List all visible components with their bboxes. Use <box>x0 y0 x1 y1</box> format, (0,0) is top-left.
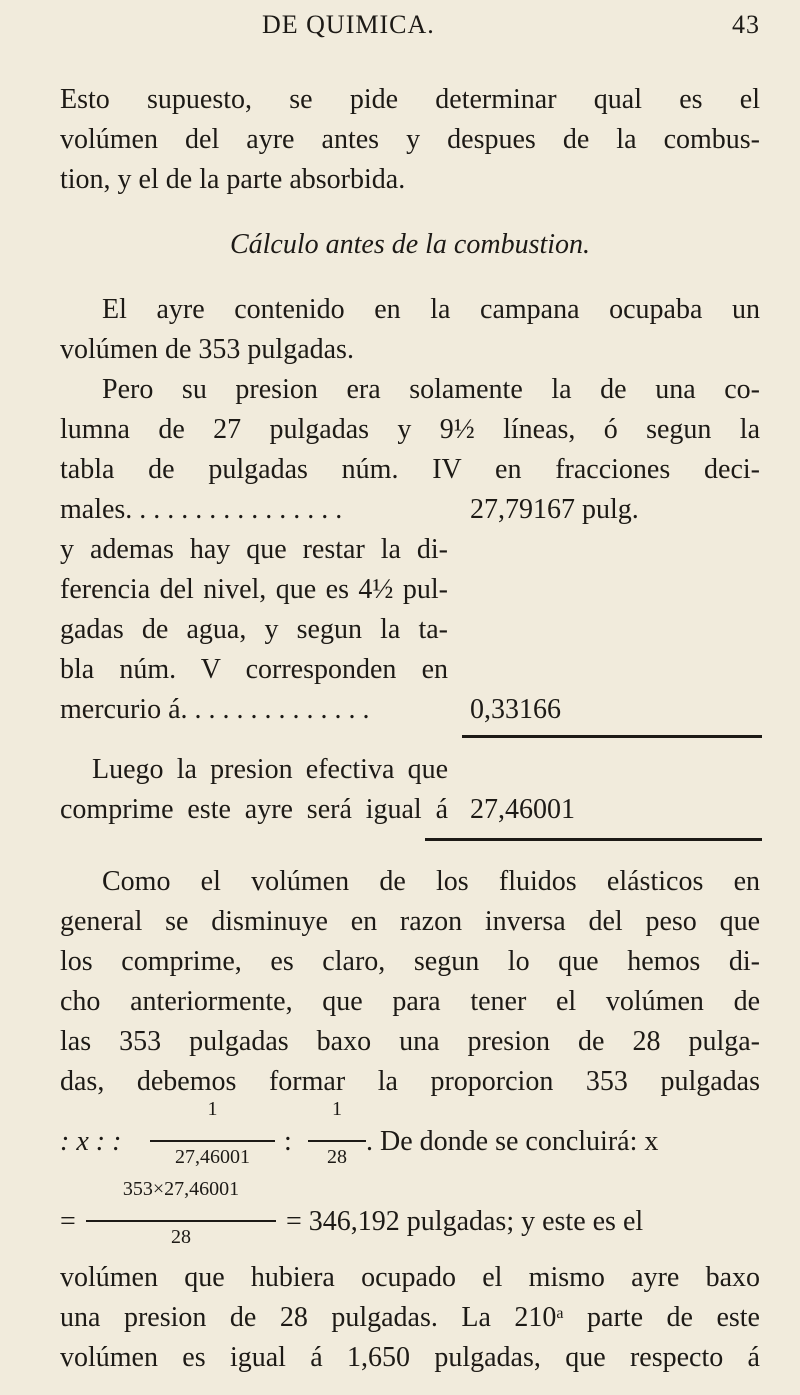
text-line: Pero su presion era solamente la de una co- <box>102 374 760 405</box>
calc-line: ferencia del nivel, que es 4½ pul- <box>60 574 448 605</box>
text-line: tion, y el de la parte absorbida. <box>60 164 406 195</box>
formula-colon: : <box>284 1126 292 1157</box>
text-line: volúmen es igual á 1,650 pulgadas, que respecto á <box>60 1342 760 1373</box>
superscript-a: a <box>556 1305 564 1322</box>
fraction-2-bar <box>308 1140 366 1142</box>
fraction-3-numerator: 353×27,46001 <box>122 1178 240 1200</box>
text-line: las 353 pulgadas baxo una presion de 28 pulga- <box>60 1026 760 1057</box>
page-number: 43 <box>732 10 760 39</box>
text-line: una presion de 28 pulgadas. La 210$^a$ parte de este <box>60 1302 760 1333</box>
text-line: Como el volúmen de los fluidos elásticos en <box>102 866 760 897</box>
fraction-3-denominator: 28 <box>171 1226 191 1248</box>
text-line: volúmen del ayre antes y despues de la combus- <box>60 124 760 155</box>
text-line: das, debemos formar la proporcion 353 pulgadas <box>60 1066 760 1097</box>
text-line: cho anteriormente, que para tener el volúmen de <box>60 986 760 1017</box>
text-line: El ayre contenido en la campana ocupaba un <box>102 294 760 325</box>
fraction-1-numerator: 1 <box>207 1098 218 1120</box>
fraction-2-numerator: 1 <box>332 1098 342 1120</box>
text-line: general se disminuye en razon inversa del peso que <box>60 906 760 937</box>
calc-result-value: 27,46001 <box>470 794 575 825</box>
text-line: lumna de 27 pulgadas y 9½ líneas, ó segun la <box>60 414 760 445</box>
calc-line: gadas de agua, y segun la ta- <box>60 614 448 645</box>
calc-value-2: 0,33166 <box>470 694 561 725</box>
fraction-3-bar <box>86 1220 276 1222</box>
fraction-1-bar <box>150 1140 275 1142</box>
result-rule <box>425 838 762 841</box>
calc-line: Luego la presion efectiva que <box>92 754 448 785</box>
formula-tail-2: = 346,192 pulgadas; y este es el <box>286 1206 644 1237</box>
fraction-2-denominator: 28 <box>327 1146 347 1168</box>
calc-value-1: 27,79167 pulg. <box>470 494 639 525</box>
header-title: DE QUIMICA. <box>262 10 435 39</box>
calc-label-males: males. . . . . . . . . . . . . . . . <box>60 494 343 525</box>
text-line: Esto supuesto, se pide determinar qual es el <box>60 84 760 115</box>
calc-line: y ademas hay que restar la di- <box>60 534 448 565</box>
calc-label-mercurio: mercurio á. . . . . . . . . . . . . . <box>60 694 370 725</box>
running-header <box>60 10 760 50</box>
text-line: volúmen que hubiera ocupado el mismo ayre baxo <box>60 1262 760 1293</box>
text-line: tabla de pulgadas núm. IV en fracciones deci- <box>60 454 760 485</box>
fraction-1-denominator: 27,46001 <box>175 1146 250 1168</box>
sum-rule <box>462 735 762 738</box>
calc-line: comprime este ayre será igual á <box>60 794 448 825</box>
calc-line: bla núm. V corresponden en <box>60 654 448 685</box>
text-line: volúmen de 353 pulgadas. <box>60 334 354 365</box>
section-title: Cálculo antes de la combustion. <box>229 229 591 260</box>
formula-lead: : x : : <box>60 1126 122 1157</box>
formula-tail: . De donde se concluirá: x <box>366 1126 659 1157</box>
formula-equals: = <box>60 1206 76 1237</box>
text-line: los comprime, es claro, segun lo que hemos di- <box>60 946 760 977</box>
